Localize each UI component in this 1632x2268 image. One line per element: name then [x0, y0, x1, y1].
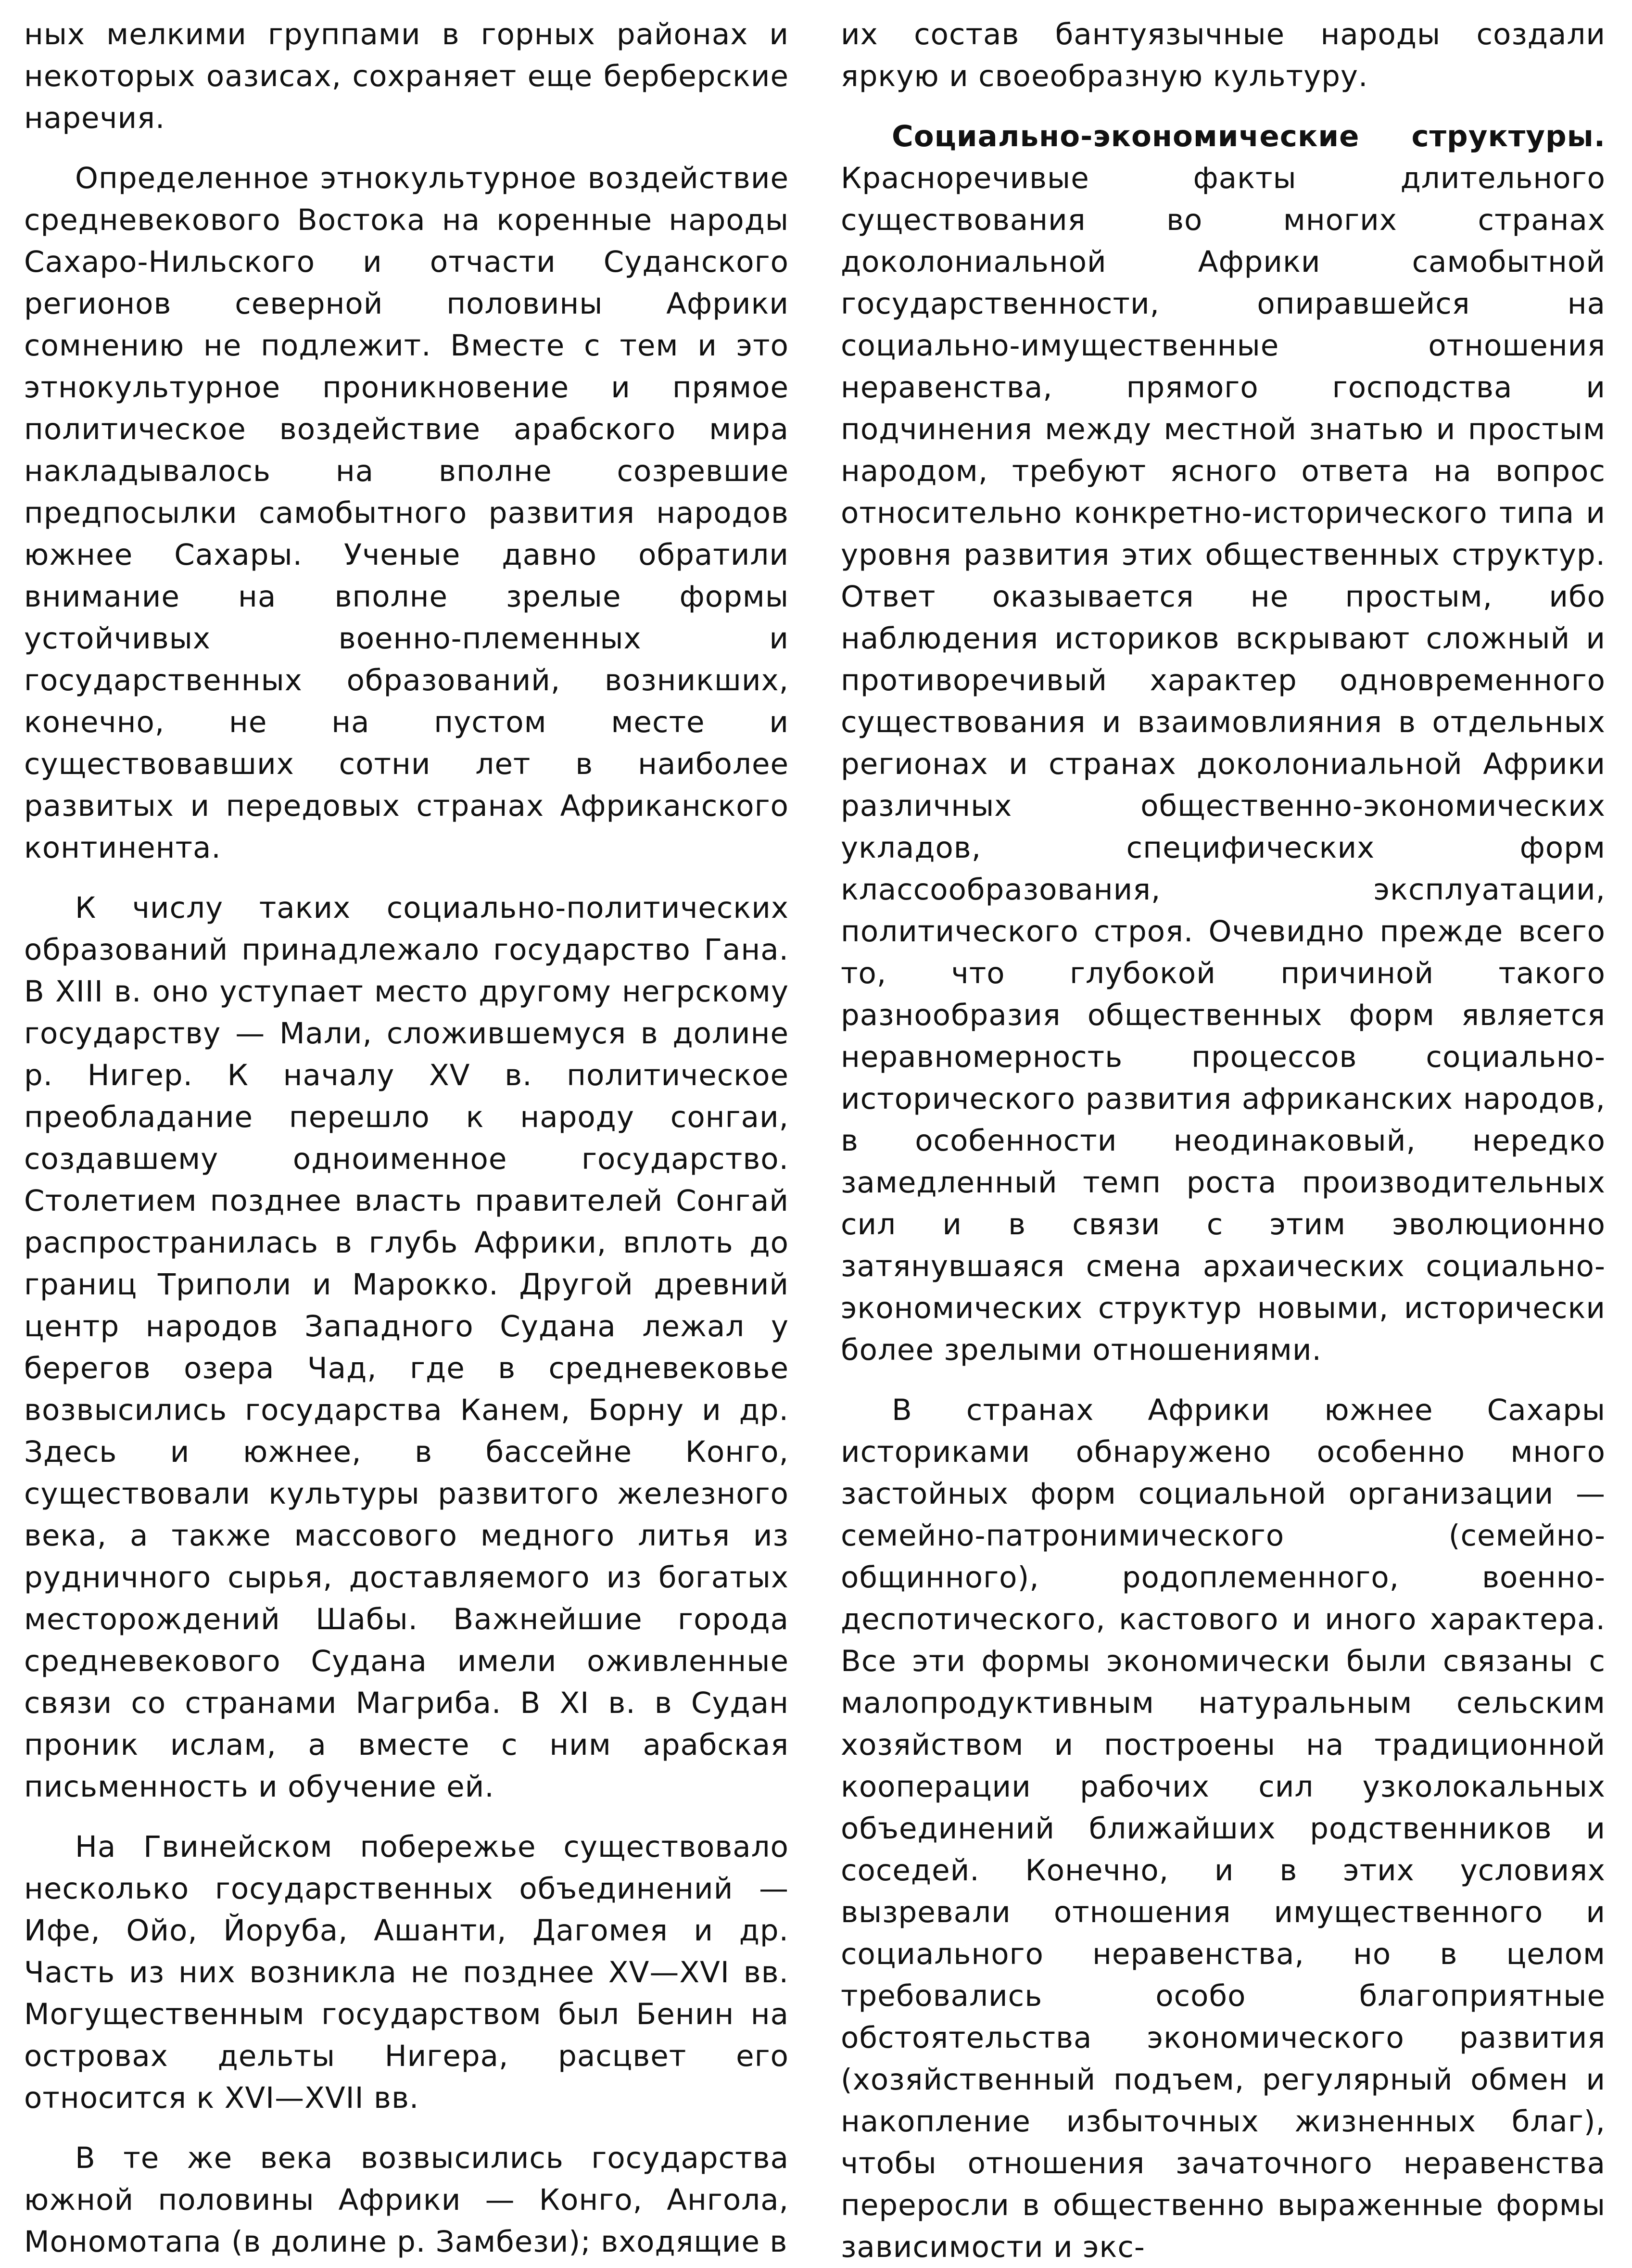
section-paragraph: [841, 115, 1606, 1371]
paragraph-continuation: их состав бантуязычные народы создали яркую и своеобразную культуру.: [841, 17, 1606, 93]
paragraph: На Гвинейском побережье существовало несколько государственных объединений — Ифе, Ойо, Йоруба, Ашанти, Дагомея и др. Часть из них возникла не позднее XV—XVI вв. Могущественным государством был Бенин на островах дельты Нигера, расцвет его относится к XVI—XVII вв.: [24, 1830, 789, 2115]
paragraph: К числу таких социально-политических образований принадлежало государство Гана. В XIII в. оно уступает место другому негрскому государству — Мали, сложившемуся в долине р. Нигер. К началу XV в. политическое преобладание перешло к народу сонгаи, создавшему одноименное государство. Столетием позднее власть правителей Сонгай распространилась в глубь Африки, вплоть до границ Триполи и Марокко. Другой древний центр народов Западного Судана лежал у берегов озера Чад, где в средневековье возвысились государства Канем, Борну и др. Здесь и южнее, в бассейне Конго, существовали культуры развитого железного века, а также массового медного литья из рудничного сырья, доставляемого из богатых месторождений Шабы. Важнейшие города средневекового Судана имели оживленные связи со странами Магриба. В XI в. в Судан проник ислам, а вместе с ним арабская письменность и обучение ей.: [24, 891, 789, 1804]
section-text: Красноречивые факты длительного существования во многих странах доколониальной Африки самобытной государственности, опиравшейся на социально-имущественные отношения неравенства, прямого господства и подчинения между местной знатью и простым народом, требуют ясного ответа на вопрос относительно конкретно-исторического типа и уровня развития этих общественных структур. Ответ оказывается не простым, ибо наблюдения историков вскрывают сложный и противоречивый характер одновременного существования и взаимовлияния в отдельных регионах и странах доколониальной Африки различных общественно-экономических укладов, специфических форм классообразования, эксплуатации, политического строя. Очевидно прежде всего то, что глубокой причиной такого разнообразия общественных форм является неравномерность процессов социально-исторического развития африканских народов, в особенности неодинаковый, нередко замедленный темп роста производительных сил и в связи с этим эволюционно затянувшаяся смена архаических социально-экономических структур новыми, исторически более зрелыми отношениями.: [841, 161, 1606, 1367]
paragraph-continuation: ных мелкими группами в горных районах и некоторых оазисах, сохраняет еще берберские наречия.: [24, 17, 789, 135]
section-heading: Социально-экономические структуры.: [892, 119, 1606, 153]
paragraph: В странах Африки южнее Сахары историками обнаружено особенно много застойных форм социальной организации — семейно-патронимического (семейно-общинного), родоплеменного, военно-деспотического, кастового и иного характера. Все эти формы экономически были связаны с малопродуктивным натуральным сельским хозяйством и построены на традиционной кооперации рабочих сил узколокальных объединений ближайших родственников и соседей. Конечно, и в этих условиях вызревали отношения имущественного и социального неравенства, но в целом требовались особо благоприятные обстоятельства экономического развития (хозяйственный подъем, регулярный обмен и накопление избыточных жизненных благ), чтобы отношения зачаточного неравенства переросли в общественно выраженные формы зависимости и экс-: [841, 1393, 1606, 2264]
right-column: [841, 13, 1606, 2264]
paragraph: В те же века возвысились государства южной половины Африки — Конго, Ангола, Мономотапа (в долине р. Замбези); входящие в: [24, 2141, 789, 2259]
paragraph: Определенное этнокультурное воздействие средневекового Востока на коренные народы Сахаро-Нильского и отчасти Суданского регионов северной половины Африки сомнению не подлежит. Вместе с тем и это этнокультурное проникновение и прямое политическое воздействие арабского мира накладывалось на вполне созревшие предпосылки самобытного развития народов южнее Сахары. Ученые давно обратили внимание на вполне зрелые формы устойчивых военно-племенных и государственных образований, возникших, конечно, не на пустом месте и существовавших сотни лет в наиболее развитых и передовых странах Африканского континента.: [24, 161, 789, 865]
left-column: [24, 13, 789, 2259]
